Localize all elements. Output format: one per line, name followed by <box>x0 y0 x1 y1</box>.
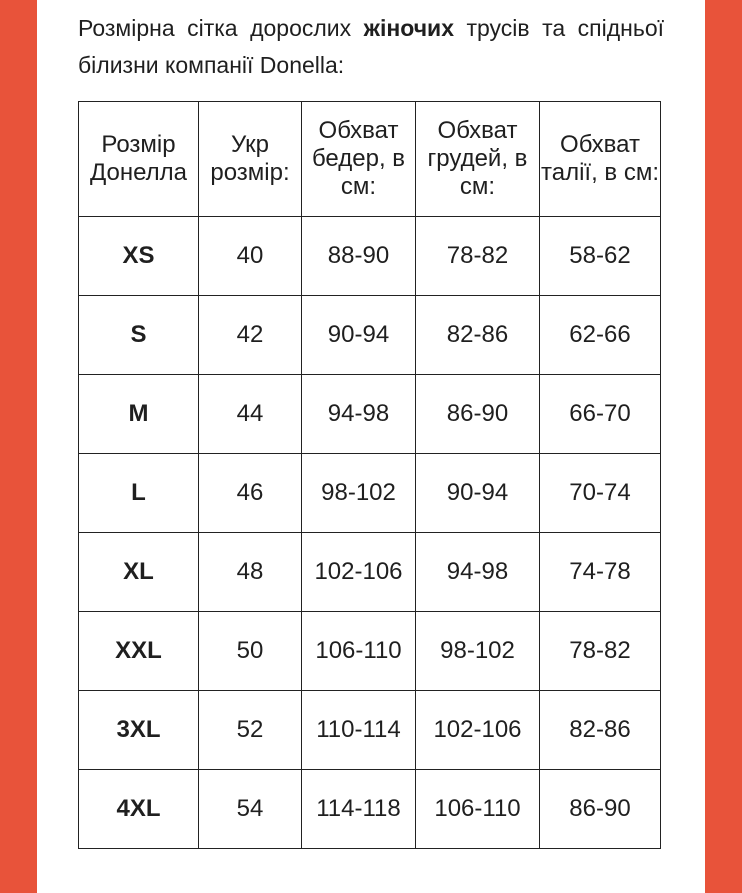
ukr-size-cell: 40 <box>199 217 302 296</box>
hips-cell: 88-90 <box>302 217 416 296</box>
hips-cell: 102-106 <box>302 533 416 612</box>
table-row <box>79 454 661 533</box>
table-row <box>79 296 661 375</box>
chest-cell: 82-86 <box>416 296 540 375</box>
hips-cell: 90-94 <box>302 296 416 375</box>
ukr-size-cell: 52 <box>199 691 302 770</box>
intro-text-start: Розмірна сітка дорослих <box>78 15 364 41</box>
hips-cell: 110-114 <box>302 691 416 770</box>
waist-cell: 62-66 <box>540 296 661 375</box>
ukr-size-cell: 54 <box>199 770 302 849</box>
size-cell: 3XL <box>79 691 199 770</box>
size-cell: M <box>79 375 199 454</box>
table-row <box>79 217 661 296</box>
chest-cell: 78-82 <box>416 217 540 296</box>
hips-cell: 98-102 <box>302 454 416 533</box>
waist-cell: 70-74 <box>540 454 661 533</box>
chest-cell: 98-102 <box>416 612 540 691</box>
table-row <box>79 770 661 849</box>
chest-cell: 102-106 <box>416 691 540 770</box>
table-row <box>79 533 661 612</box>
waist-cell: 78-82 <box>540 612 661 691</box>
intro-text <box>78 10 664 84</box>
table-header-row <box>79 102 661 217</box>
size-table <box>78 101 661 849</box>
waist-cell: 58-62 <box>540 217 661 296</box>
hips-cell: 106-110 <box>302 612 416 691</box>
size-cell: L <box>79 454 199 533</box>
waist-cell: 66-70 <box>540 375 661 454</box>
header-ukr-size: Укр розмір: <box>199 102 302 217</box>
header-hips: Обхват бедер, в см: <box>302 102 416 217</box>
ukr-size-cell: 44 <box>199 375 302 454</box>
left-accent-bar <box>0 0 37 893</box>
waist-cell: 86-90 <box>540 770 661 849</box>
ukr-size-cell: 42 <box>199 296 302 375</box>
hips-cell: 114-118 <box>302 770 416 849</box>
hips-cell: 94-98 <box>302 375 416 454</box>
chest-cell: 106-110 <box>416 770 540 849</box>
table-row <box>79 375 661 454</box>
ukr-size-cell: 50 <box>199 612 302 691</box>
chest-cell: 90-94 <box>416 454 540 533</box>
table-row <box>79 612 661 691</box>
ukr-size-cell: 48 <box>199 533 302 612</box>
waist-cell: 74-78 <box>540 533 661 612</box>
size-cell: XS <box>79 217 199 296</box>
waist-cell: 82-86 <box>540 691 661 770</box>
right-accent-bar <box>705 0 742 893</box>
table-body <box>79 217 661 849</box>
ukr-size-cell: 46 <box>199 454 302 533</box>
size-cell: S <box>79 296 199 375</box>
header-donella-size: Розмір Донелла <box>79 102 199 217</box>
intro-text-end: трусів та спідньої білизни компанії Donella: <box>78 15 665 78</box>
size-cell: XL <box>79 533 199 612</box>
size-cell: 4XL <box>79 770 199 849</box>
chest-cell: 94-98 <box>416 533 540 612</box>
chest-cell: 86-90 <box>416 375 540 454</box>
table-row <box>79 691 661 770</box>
intro-bold-word: жіночих <box>363 15 454 41</box>
size-cell: XXL <box>79 612 199 691</box>
header-chest: Обхват грудей, в см: <box>416 102 540 217</box>
header-waist: Обхват талії, в см: <box>540 102 661 217</box>
